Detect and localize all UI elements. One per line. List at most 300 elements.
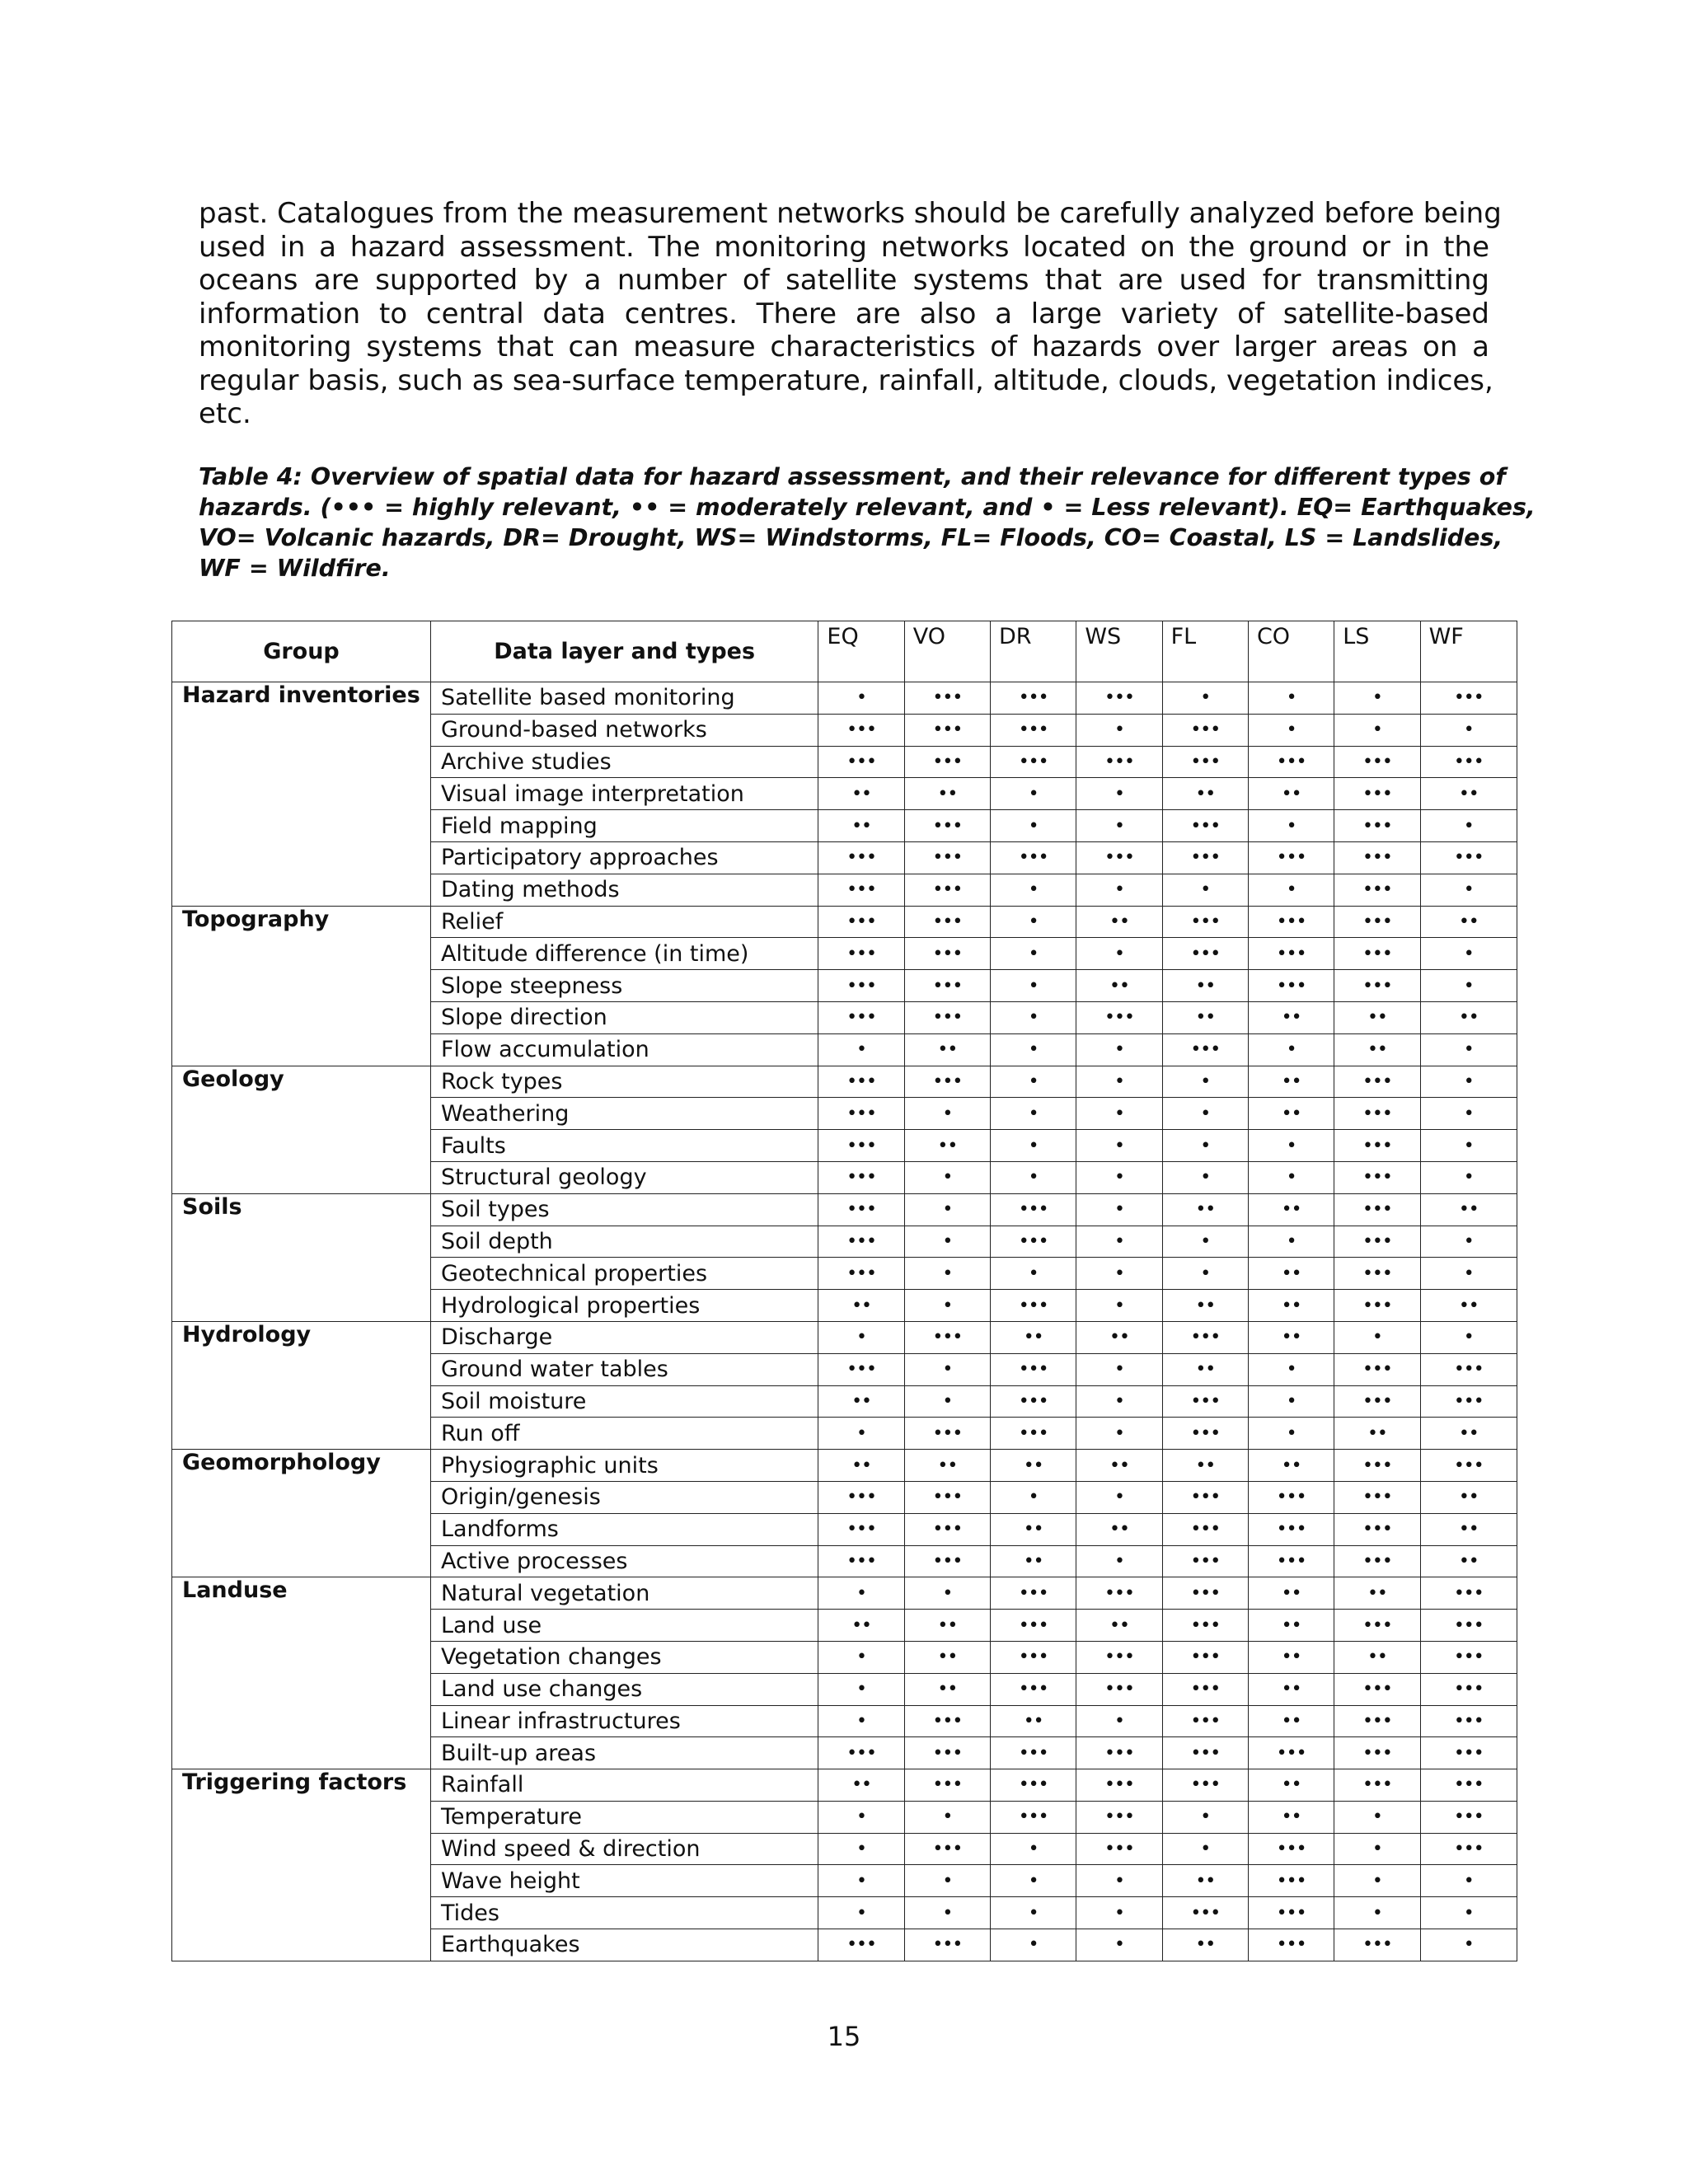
relevance-cell: ••• — [1334, 906, 1420, 938]
relevance-cell: •• — [991, 1321, 1076, 1353]
relevance-cell: ••• — [1076, 1673, 1162, 1705]
table-row — [172, 1769, 1517, 1802]
relevance-cell: ••• — [1334, 1193, 1420, 1226]
relevance-cell: ••• — [1076, 682, 1162, 715]
relevance-cell: ••• — [1334, 970, 1420, 1002]
relevance-cell: •• — [1248, 1641, 1334, 1673]
relevance-cell: •• — [1420, 1418, 1517, 1450]
relevance-cell: • — [1162, 1161, 1248, 1193]
relevance-cell: ••• — [991, 1385, 1076, 1418]
group-cell: Hazard inventories — [172, 682, 431, 907]
data-layer-cell: Altitude difference (in time) — [430, 938, 818, 970]
relevance-cell: •• — [1420, 1001, 1517, 1033]
relevance-cell: ••• — [904, 1833, 990, 1865]
relevance-cell: •• — [1162, 1001, 1248, 1033]
relevance-cell: ••• — [1076, 1577, 1162, 1610]
relevance-cell: ••• — [1334, 1545, 1420, 1577]
relevance-cell: • — [1076, 810, 1162, 842]
relevance-cell: •• — [1334, 1418, 1420, 1450]
relevance-cell: ••• — [1076, 1769, 1162, 1802]
relevance-cell: ••• — [1162, 1897, 1248, 1929]
relevance-cell: • — [1248, 810, 1334, 842]
data-layer-cell: Linear infrastructures — [430, 1705, 818, 1737]
relevance-cell: ••• — [1162, 1418, 1248, 1450]
relevance-cell: • — [818, 1865, 904, 1897]
relevance-cell: ••• — [1334, 810, 1420, 842]
relevance-cell: • — [904, 1353, 990, 1385]
relevance-cell: • — [1248, 1130, 1334, 1162]
relevance-cell: • — [1076, 1481, 1162, 1513]
relevance-cell: •• — [904, 1610, 990, 1642]
relevance-cell: • — [818, 1033, 904, 1066]
relevance-cell: ••• — [904, 1001, 990, 1033]
relevance-cell: ••• — [904, 938, 990, 970]
relevance-cell: •• — [904, 778, 990, 810]
relevance-cell: • — [1076, 1418, 1162, 1450]
data-layer-cell: Land use changes — [430, 1673, 818, 1705]
relevance-cell: • — [991, 1098, 1076, 1130]
relevance-cell: • — [904, 1193, 990, 1226]
relevance-cell: •• — [1248, 1001, 1334, 1033]
relevance-cell: ••• — [991, 1193, 1076, 1226]
relevance-cell: • — [1248, 1161, 1334, 1193]
relevance-cell: •• — [1248, 1193, 1334, 1226]
relevance-cell: • — [1334, 1321, 1420, 1353]
relevance-cell: •• — [1248, 1673, 1334, 1705]
data-layer-cell: Origin/genesis — [430, 1481, 818, 1513]
group-cell: Geomorphology — [172, 1450, 431, 1577]
relevance-cell: •• — [904, 1130, 990, 1162]
relevance-cell: • — [1162, 874, 1248, 906]
relevance-cell: • — [904, 1385, 990, 1418]
relevance-cell: ••• — [1248, 906, 1334, 938]
relevance-cell: ••• — [1162, 1610, 1248, 1642]
relevance-cell: ••• — [1420, 1801, 1517, 1833]
relevance-cell: • — [818, 1705, 904, 1737]
relevance-cell: ••• — [1162, 841, 1248, 874]
relevance-cell: • — [1162, 1066, 1248, 1098]
relevance-cell: • — [1076, 1897, 1162, 1929]
relevance-cell: ••• — [1162, 1705, 1248, 1737]
relevance-cell: • — [1162, 1258, 1248, 1290]
caption_lines-line: hazards. (••• = highly relevant, •• = moderately relevant, and • = Less relevant). EQ= Earthquakes, — [199, 494, 1536, 521]
relevance-cell: •• — [991, 1513, 1076, 1545]
relevance-cell: • — [991, 874, 1076, 906]
table-row — [172, 906, 1517, 938]
relevance-cell: • — [1162, 1833, 1248, 1865]
data-layer-cell: Run off — [430, 1418, 818, 1450]
paragraph_lines-line: etc. — [199, 397, 251, 430]
relevance-cell: ••• — [1076, 1737, 1162, 1769]
relevance-cell: ••• — [1334, 746, 1420, 778]
relevance-cell: ••• — [904, 1769, 990, 1802]
relevance-cell: •• — [1076, 1321, 1162, 1353]
data-layer-cell: Slope steepness — [430, 970, 818, 1002]
relevance-cell: • — [991, 970, 1076, 1002]
relevance-cell: • — [1334, 714, 1420, 746]
relevance-cell: • — [818, 1801, 904, 1833]
relevance-cell: • — [1076, 1033, 1162, 1066]
paragraph_lines-line: regular basis, such as sea-surface temperature, rainfall, altitude, clouds, vegetation indices, — [199, 363, 1493, 397]
relevance-cell: • — [1076, 1130, 1162, 1162]
relevance-cell: • — [904, 1801, 990, 1833]
relevance-cell: •• — [1334, 1001, 1420, 1033]
relevance-cell: • — [1162, 1226, 1248, 1258]
relevance-cell: •• — [818, 778, 904, 810]
page-number: 15 — [827, 2021, 861, 2052]
relevance-cell: ••• — [1162, 906, 1248, 938]
relevance-cell: • — [904, 1258, 990, 1290]
relevance-cell: ••• — [991, 1290, 1076, 1322]
relevance-cell: •• — [904, 1450, 990, 1482]
relevance-cell: • — [818, 1897, 904, 1929]
relevance-cell: • — [1162, 1130, 1248, 1162]
relevance-cell: ••• — [818, 970, 904, 1002]
relevance-cell: ••• — [818, 1353, 904, 1385]
relevance-cell: ••• — [904, 906, 990, 938]
body-paragraph — [199, 197, 1502, 431]
data-layer-cell: Built-up areas — [430, 1737, 818, 1769]
data-layer-cell: Field mapping — [430, 810, 818, 842]
data-layer-cell: Active processes — [430, 1545, 818, 1577]
relevance-cell: • — [1076, 1705, 1162, 1737]
relevance-cell: ••• — [1248, 841, 1334, 874]
relevance-cell: ••• — [1162, 1737, 1248, 1769]
relevance-cell: ••• — [991, 714, 1076, 746]
relevance-cell: •• — [1162, 1929, 1248, 1961]
relevance-cell: ••• — [991, 1418, 1076, 1450]
relevance-cell: • — [991, 1833, 1076, 1865]
data-layer-cell: Rainfall — [430, 1769, 818, 1802]
relevance-cell: •• — [1248, 1610, 1334, 1642]
relevance-cell: ••• — [1162, 746, 1248, 778]
relevance-cell: •• — [1076, 906, 1162, 938]
relevance-cell: •• — [818, 810, 904, 842]
table-header-row — [172, 621, 1517, 682]
relevance-cell: ••• — [818, 938, 904, 970]
relevance-cell: •• — [991, 1705, 1076, 1737]
relevance-cell: • — [1248, 714, 1334, 746]
relevance-cell: • — [1420, 1098, 1517, 1130]
data-layer-cell: Relief — [430, 906, 818, 938]
relevance-cell: •• — [1162, 1450, 1248, 1482]
data-layer-cell: Wind speed & direction — [430, 1833, 818, 1865]
relevance-cell: ••• — [1334, 1737, 1420, 1769]
relevance-cell: ••• — [991, 1641, 1076, 1673]
header-fl: FL — [1162, 621, 1248, 682]
relevance-cell: ••• — [1162, 1545, 1248, 1577]
relevance-cell: ••• — [904, 1705, 990, 1737]
relevance-cell: ••• — [1076, 841, 1162, 874]
relevance-cell: •• — [1248, 1321, 1334, 1353]
relevance-cell: ••• — [991, 1673, 1076, 1705]
relevance-cell: • — [1420, 1033, 1517, 1066]
relevance-cell: •• — [1076, 1450, 1162, 1482]
relevance-cell: •• — [1248, 778, 1334, 810]
relevance-cell: • — [1420, 810, 1517, 842]
data-layer-cell: Slope direction — [430, 1001, 818, 1033]
relevance-cell: • — [991, 1865, 1076, 1897]
relevance-cell: ••• — [1162, 714, 1248, 746]
relevance-cell: ••• — [904, 810, 990, 842]
relevance-cell: • — [904, 1226, 990, 1258]
data-layer-cell: Dating methods — [430, 874, 818, 906]
relevance-cell: • — [1420, 714, 1517, 746]
relevance-cell: ••• — [1248, 1833, 1334, 1865]
relevance-cell: •• — [1248, 1450, 1334, 1482]
relevance-cell: ••• — [1248, 1929, 1334, 1961]
relevance-cell: ••• — [1076, 746, 1162, 778]
group-cell: Landuse — [172, 1577, 431, 1769]
relevance-cell: ••• — [904, 874, 990, 906]
relevance-cell: ••• — [818, 1066, 904, 1098]
relevance-cell: • — [904, 1098, 990, 1130]
spatial-data-table — [171, 621, 1517, 1961]
relevance-cell: • — [1420, 1865, 1517, 1897]
relevance-cell: ••• — [1162, 1385, 1248, 1418]
caption_lines-line: Table 4: Overview of spatial data for hazard assessment, and their relevance for different types of — [199, 463, 1506, 490]
relevance-cell: •• — [1248, 1769, 1334, 1802]
relevance-cell: ••• — [1248, 1865, 1334, 1897]
data-layer-cell: Vegetation changes — [430, 1641, 818, 1673]
data-layer-cell: Geotechnical properties — [430, 1258, 818, 1290]
data-layer-cell: Participatory approaches — [430, 841, 818, 874]
relevance-cell: ••• — [818, 906, 904, 938]
relevance-cell: ••• — [1420, 1353, 1517, 1385]
relevance-cell: • — [904, 1897, 990, 1929]
relevance-cell: •• — [1248, 1577, 1334, 1610]
data-layer-cell: Land use — [430, 1610, 818, 1642]
header-vo: VO — [904, 621, 990, 682]
relevance-cell: ••• — [904, 1513, 990, 1545]
relevance-cell: • — [1076, 1385, 1162, 1418]
relevance-cell: ••• — [1420, 1769, 1517, 1802]
relevance-cell: • — [1076, 714, 1162, 746]
relevance-cell: • — [1248, 1033, 1334, 1066]
relevance-cell: ••• — [904, 1066, 990, 1098]
data-layer-cell: Landforms — [430, 1513, 818, 1545]
relevance-cell: ••• — [991, 1769, 1076, 1802]
relevance-cell: ••• — [1162, 810, 1248, 842]
relevance-cell: ••• — [1162, 1321, 1248, 1353]
relevance-cell: ••• — [818, 1258, 904, 1290]
relevance-cell: •• — [1420, 778, 1517, 810]
caption_lines-line: WF = Wildfire. — [199, 555, 391, 582]
relevance-cell: • — [1420, 970, 1517, 1002]
relevance-cell: ••• — [904, 1545, 990, 1577]
relevance-cell: • — [1420, 1066, 1517, 1098]
relevance-cell: ••• — [1420, 1737, 1517, 1769]
header-group: Group — [172, 621, 431, 682]
paragraph_lines-line: information to central data centres. There are also a large variety of satellite-based — [199, 297, 1489, 330]
relevance-cell: • — [1420, 1226, 1517, 1258]
header-wf: WF — [1420, 621, 1517, 682]
relevance-cell: • — [818, 1833, 904, 1865]
data-layer-cell: Temperature — [430, 1801, 818, 1833]
table-row — [172, 1193, 1517, 1226]
relevance-cell: • — [818, 1673, 904, 1705]
relevance-cell: •• — [1162, 1290, 1248, 1322]
table-row — [172, 682, 1517, 715]
relevance-cell: •• — [1162, 1353, 1248, 1385]
relevance-cell: •• — [991, 1450, 1076, 1482]
relevance-cell: • — [991, 1481, 1076, 1513]
relevance-cell: ••• — [818, 1545, 904, 1577]
relevance-cell: ••• — [1162, 1033, 1248, 1066]
relevance-cell: ••• — [1420, 1610, 1517, 1642]
relevance-cell: • — [1334, 1801, 1420, 1833]
relevance-cell: ••• — [1420, 1385, 1517, 1418]
relevance-cell: ••• — [1334, 1513, 1420, 1545]
relevance-cell: •• — [1420, 1545, 1517, 1577]
relevance-cell: •• — [818, 1450, 904, 1482]
relevance-cell: ••• — [1162, 1769, 1248, 1802]
relevance-cell: • — [991, 938, 1076, 970]
group-cell: Hydrology — [172, 1321, 431, 1449]
relevance-cell: •• — [1162, 1193, 1248, 1226]
relevance-cell: • — [1076, 1098, 1162, 1130]
relevance-cell: ••• — [991, 746, 1076, 778]
data-layer-cell: Hydrological properties — [430, 1290, 818, 1322]
relevance-cell: ••• — [818, 1737, 904, 1769]
relevance-cell: ••• — [904, 714, 990, 746]
relevance-cell: ••• — [1162, 1513, 1248, 1545]
relevance-cell: ••• — [818, 746, 904, 778]
relevance-cell: • — [1334, 1865, 1420, 1897]
relevance-cell: • — [904, 1577, 990, 1610]
relevance-cell: ••• — [904, 682, 990, 715]
relevance-cell: •• — [1334, 1033, 1420, 1066]
relevance-cell: ••• — [1162, 1673, 1248, 1705]
relevance-cell: ••• — [1334, 1226, 1420, 1258]
relevance-cell: • — [1076, 1258, 1162, 1290]
relevance-cell: ••• — [1334, 1353, 1420, 1385]
table-row — [172, 1066, 1517, 1098]
relevance-cell: ••• — [818, 874, 904, 906]
relevance-cell: • — [1420, 1161, 1517, 1193]
relevance-cell: • — [1248, 1226, 1334, 1258]
relevance-cell: • — [991, 1161, 1076, 1193]
relevance-cell: ••• — [904, 970, 990, 1002]
relevance-cell: • — [1420, 1929, 1517, 1961]
relevance-cell: ••• — [904, 1418, 990, 1450]
relevance-cell: ••• — [1334, 874, 1420, 906]
relevance-cell: ••• — [904, 746, 990, 778]
relevance-cell: ••• — [1162, 1641, 1248, 1673]
relevance-cell: ••• — [1420, 746, 1517, 778]
header-co: CO — [1248, 621, 1334, 682]
relevance-cell: •• — [904, 1673, 990, 1705]
data-layer-cell: Natural vegetation — [430, 1577, 818, 1610]
data-layer-cell: Satellite based monitoring — [430, 682, 818, 715]
relevance-cell: • — [991, 778, 1076, 810]
relevance-cell: • — [1420, 938, 1517, 970]
relevance-cell: ••• — [818, 1513, 904, 1545]
relevance-cell: ••• — [1162, 1481, 1248, 1513]
relevance-cell: ••• — [818, 1001, 904, 1033]
relevance-cell: •• — [1162, 1865, 1248, 1897]
relevance-cell: • — [904, 1865, 990, 1897]
relevance-cell: • — [1076, 1290, 1162, 1322]
relevance-cell: • — [904, 1290, 990, 1322]
relevance-cell: • — [1334, 1833, 1420, 1865]
relevance-cell: •• — [1248, 1098, 1334, 1130]
relevance-cell: • — [818, 1321, 904, 1353]
data-layer-cell: Visual image interpretation — [430, 778, 818, 810]
relevance-cell: •• — [818, 1290, 904, 1322]
header-ls: LS — [1334, 621, 1420, 682]
relevance-cell: ••• — [1334, 1161, 1420, 1193]
group-cell: Geology — [172, 1066, 431, 1193]
relevance-cell: •• — [1420, 906, 1517, 938]
header-eq: EQ — [818, 621, 904, 682]
relevance-cell: •• — [1420, 1481, 1517, 1513]
relevance-cell: ••• — [1162, 938, 1248, 970]
relevance-cell: • — [991, 810, 1076, 842]
data-layer-cell: Discharge — [430, 1321, 818, 1353]
relevance-cell: •• — [1248, 1705, 1334, 1737]
relevance-cell: ••• — [1248, 1737, 1334, 1769]
data-layer-cell: Flow accumulation — [430, 1033, 818, 1066]
data-layer-cell: Tides — [430, 1897, 818, 1929]
relevance-cell: ••• — [818, 714, 904, 746]
relevance-cell: • — [991, 906, 1076, 938]
relevance-cell: • — [1076, 1353, 1162, 1385]
paragraph_lines-line: monitoring systems that can measure characteristics of hazards over larger areas on a — [199, 330, 1489, 363]
relevance-cell: • — [991, 1929, 1076, 1961]
data-layer-cell: Faults — [430, 1130, 818, 1162]
relevance-cell: •• — [1076, 1513, 1162, 1545]
relevance-cell: ••• — [1334, 1673, 1420, 1705]
data-layer-cell: Wave height — [430, 1865, 818, 1897]
relevance-cell: ••• — [1334, 1130, 1420, 1162]
data-layer-cell: Soil types — [430, 1193, 818, 1226]
relevance-cell: ••• — [1076, 1833, 1162, 1865]
relevance-cell: ••• — [1248, 1897, 1334, 1929]
data-layer-cell: Physiographic units — [430, 1450, 818, 1482]
relevance-cell: ••• — [904, 1481, 990, 1513]
relevance-cell: ••• — [818, 841, 904, 874]
paragraph_lines-line: past. Catalogues from the measurement networks should be carefully analyzed before being — [199, 197, 1502, 230]
relevance-cell: ••• — [1334, 1385, 1420, 1418]
relevance-cell: •• — [904, 1033, 990, 1066]
relevance-cell: •• — [1248, 1290, 1334, 1322]
caption_lines-line: VO= Volcanic hazards, DR= Drought, WS= Windstorms, FL= Floods, CO= Coastal, LS = Landslides, — [199, 524, 1503, 551]
relevance-cell: • — [1076, 1161, 1162, 1193]
relevance-cell: ••• — [1420, 682, 1517, 715]
data-layer-cell: Earthquakes — [430, 1929, 818, 1961]
relevance-cell: ••• — [1076, 1641, 1162, 1673]
relevance-cell: • — [1076, 778, 1162, 810]
header-dr: DR — [991, 621, 1076, 682]
header-data-layer: Data layer and types — [430, 621, 818, 682]
relevance-cell: • — [1076, 1929, 1162, 1961]
relevance-cell: ••• — [1334, 938, 1420, 970]
relevance-cell: ••• — [1420, 1577, 1517, 1610]
relevance-cell: ••• — [1334, 1705, 1420, 1737]
relevance-cell: ••• — [1334, 778, 1420, 810]
relevance-cell: ••• — [904, 1737, 990, 1769]
relevance-cell: ••• — [1334, 1258, 1420, 1290]
relevance-cell: •• — [818, 1769, 904, 1802]
relevance-cell: ••• — [1076, 1801, 1162, 1833]
relevance-cell: • — [991, 1033, 1076, 1066]
relevance-cell: •• — [1420, 1193, 1517, 1226]
relevance-cell: • — [991, 1066, 1076, 1098]
relevance-cell: ••• — [1076, 1001, 1162, 1033]
relevance-cell: • — [1076, 1226, 1162, 1258]
relevance-cell: ••• — [1248, 970, 1334, 1002]
